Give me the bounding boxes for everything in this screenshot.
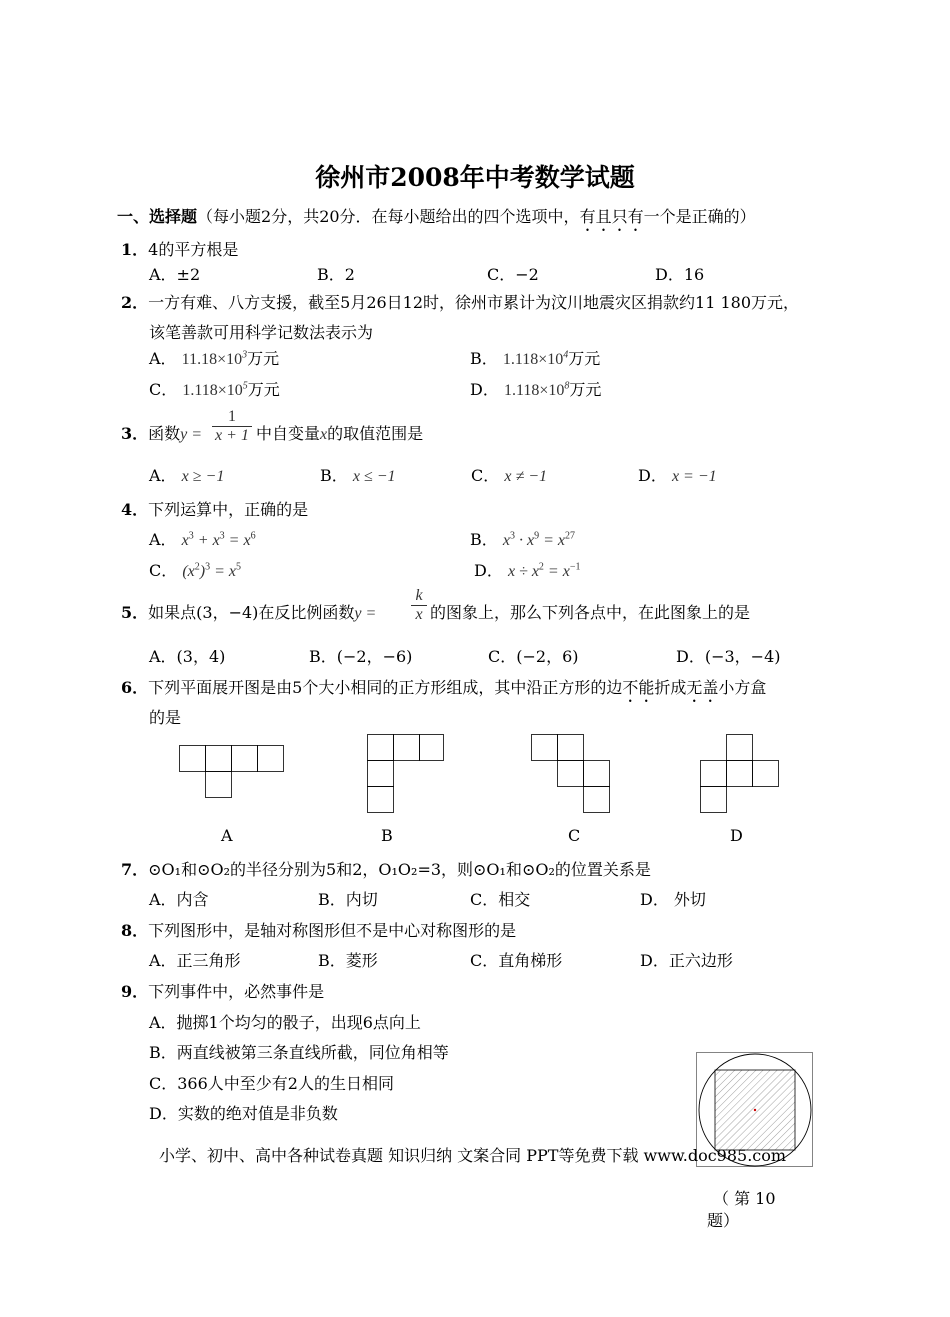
- denominator: x + 1: [212, 426, 252, 445]
- option-a: A．正三角形: [149, 951, 241, 970]
- option-exponent: 5: [242, 380, 248, 392]
- option-label: C．: [471, 466, 500, 485]
- question-6: [121, 675, 766, 706]
- question-9: [121, 979, 324, 1002]
- option-b: B．(−2，−6): [309, 647, 413, 666]
- question-text-c: 小方盒: [718, 678, 767, 697]
- question-text-b: 折成: [654, 678, 687, 697]
- option-math: x = −1: [671, 468, 717, 485]
- option-exponent: 8: [564, 380, 570, 392]
- option-d: [474, 558, 580, 581]
- option-c: C．相交: [470, 890, 531, 909]
- option-c: C．直角梯形: [470, 951, 563, 970]
- option-c: C．(−2，6): [488, 647, 579, 666]
- question-text-pre: 如果点(3，−4)在反比例函数: [148, 603, 355, 622]
- option-b: B．内切: [318, 890, 378, 909]
- option-label: D．: [470, 380, 499, 399]
- question-5: [121, 600, 376, 623]
- option-label: B．: [470, 349, 498, 368]
- option-d: D．16: [655, 265, 705, 284]
- option-unit: 万元: [569, 380, 602, 399]
- question-number: 1．: [121, 240, 149, 259]
- emphasis-text: 不能: [622, 678, 655, 697]
- option-a: [149, 463, 224, 486]
- option-a: A．±2: [149, 265, 201, 284]
- question-text-a: 下列平面展开图是由5个大小相同的正方形组成，其中沿正方形的边: [148, 678, 623, 697]
- question-text-post: 的图象上，那么下列各点中，在此图象上的是: [430, 603, 751, 622]
- option-math: x ≠ −1: [504, 468, 548, 485]
- question-7: [121, 857, 651, 880]
- option-a: [149, 527, 256, 550]
- option-b: B．菱形: [318, 951, 378, 970]
- footer-text: 小学、初中、高中各种试卷真题 知识归纳 文案合同 PPT等免费下载 www.doc985.com: [159, 1146, 787, 1165]
- numerator: 1: [228, 408, 236, 425]
- option-label: A．: [149, 530, 177, 549]
- question-text: 下列图形中，是轴对称图形但不是中心对称图形的是: [148, 921, 517, 940]
- net-figure-c: [531, 734, 610, 813]
- question-number: 4．: [121, 500, 149, 519]
- option-b: [470, 527, 575, 550]
- question-2: [121, 290, 799, 313]
- emphasis-text: 无盖: [686, 678, 719, 697]
- option-exponent: 4: [563, 349, 569, 361]
- fraction: [212, 408, 252, 445]
- question-1: [121, 237, 238, 260]
- option-d: [470, 377, 601, 400]
- option-c: [149, 377, 280, 400]
- figure-caption-line2: 题）: [707, 1211, 740, 1230]
- option-label: D．: [638, 466, 667, 485]
- option-unit: 万元: [568, 349, 601, 368]
- question-number: 7．: [121, 860, 149, 879]
- option-math: 1.118×10: [182, 382, 243, 399]
- question-text-post: [256, 421, 423, 444]
- option-label: A．: [149, 466, 177, 485]
- question-3: [121, 421, 202, 444]
- question-4: [121, 497, 308, 520]
- option-d: [638, 463, 717, 486]
- figure-label-d: D: [730, 826, 743, 845]
- option-math: x ≤ −1: [352, 468, 396, 485]
- question-number: 9．: [121, 982, 149, 1001]
- question-text: 4的平方根是: [148, 240, 239, 259]
- option-d: D．正六边形: [640, 951, 733, 970]
- option-math: $(x^2)^3 = x^5$: [182, 561, 242, 580]
- fraction: [411, 587, 427, 624]
- option-b: [320, 463, 396, 486]
- figure-label-c: C: [568, 826, 581, 845]
- function-lhs: y =: [354, 605, 377, 622]
- option-b: B．2: [317, 265, 355, 284]
- question-number: 8．: [121, 921, 149, 940]
- section-header: [117, 204, 756, 235]
- option-label: B．: [470, 530, 498, 549]
- question-number: 3．: [121, 424, 149, 443]
- question-text-line2: 该笔善款可用科学记数法表示为: [149, 323, 374, 342]
- option-c: C．366人中至少有2人的生日相同: [149, 1074, 394, 1093]
- section-desc-b: 一个是正确的）: [643, 207, 756, 226]
- option-d: D． 外切: [640, 890, 706, 909]
- figure-label-a: A: [221, 826, 233, 845]
- numerator: k: [415, 587, 423, 604]
- question-text: 下列事件中，必然事件是: [148, 982, 325, 1001]
- question-text-post-a: 中自变量: [256, 424, 321, 443]
- question-text: 下列运算中，正确的是: [148, 500, 309, 519]
- figure-caption-line1: （ 第 10: [713, 1189, 776, 1208]
- option-exponent: 3: [242, 349, 248, 361]
- net-figure-b: [367, 734, 445, 813]
- page-title: 徐州市2008年中考数学试题: [315, 163, 635, 192]
- option-d: D．(−3，−4): [676, 647, 781, 666]
- option-d: D．实数的绝对值是非负数: [149, 1104, 338, 1123]
- option-math: $x \div x^2 = x^{-1}$: [507, 561, 581, 580]
- question-text-line2: 的是: [149, 708, 182, 727]
- option-c: C．−2: [487, 265, 539, 284]
- figure-label-b: B: [381, 826, 393, 845]
- option-label: B．: [320, 466, 348, 485]
- question-8: [121, 918, 516, 941]
- option-a: [149, 346, 279, 369]
- option-math: 1.118×10: [502, 351, 564, 368]
- function-lhs: y =: [180, 426, 203, 443]
- question-text-post-b: 的取值范围是: [327, 424, 424, 443]
- net-figure-d: [700, 734, 780, 813]
- denominator: x: [411, 605, 427, 624]
- variable: x: [320, 426, 328, 443]
- option-a: A．(3，4): [149, 647, 226, 666]
- option-c: [471, 463, 547, 486]
- option-label: C．: [149, 561, 178, 580]
- option-c: [149, 558, 241, 581]
- question-text: ⊙O₁和⊙O₂的半径分别为5和2，O₁O₂=3，则⊙O₁和⊙O₂的位置关系是: [148, 860, 651, 879]
- option-label: A．: [149, 349, 177, 368]
- option-label: C．: [149, 380, 178, 399]
- section-desc-a: （每小题2分，共20分．在每小题给出的四个选项中，: [197, 207, 580, 226]
- option-math: $x^3 + x^3 = x^6$: [181, 530, 256, 549]
- option-a: A．内含: [149, 890, 209, 909]
- option-b: [470, 346, 600, 369]
- option-a: A．抛掷1个均匀的骰子，出现6点向上: [149, 1013, 421, 1032]
- option-label: D．: [474, 561, 503, 580]
- net-figure-a: [179, 745, 284, 798]
- section-label: 一、选择题: [117, 207, 198, 226]
- section-desc-emphasis: 有且只有: [579, 207, 644, 226]
- option-unit: 万元: [247, 349, 280, 368]
- question-text-line1: 一方有难、八方支援，截至5月26日12时，徐州市累计为汶川地震灾区捐款约11 180万元，: [148, 293, 800, 312]
- option-math: x ≥ −1: [181, 468, 225, 485]
- question-number: 6．: [121, 678, 149, 697]
- question-number: 5．: [121, 603, 149, 622]
- question-text-pre: 函数: [148, 424, 181, 443]
- option-math: 1.118×10: [503, 382, 565, 399]
- option-b: B．两直线被第三条直线所截，同位角相等: [149, 1043, 449, 1062]
- question-number: 2．: [121, 293, 149, 312]
- option-math: $x^3 \cdot x^9 = x^{27}$: [502, 530, 575, 549]
- option-math: 11.18×10: [181, 351, 243, 368]
- option-unit: 万元: [247, 380, 280, 399]
